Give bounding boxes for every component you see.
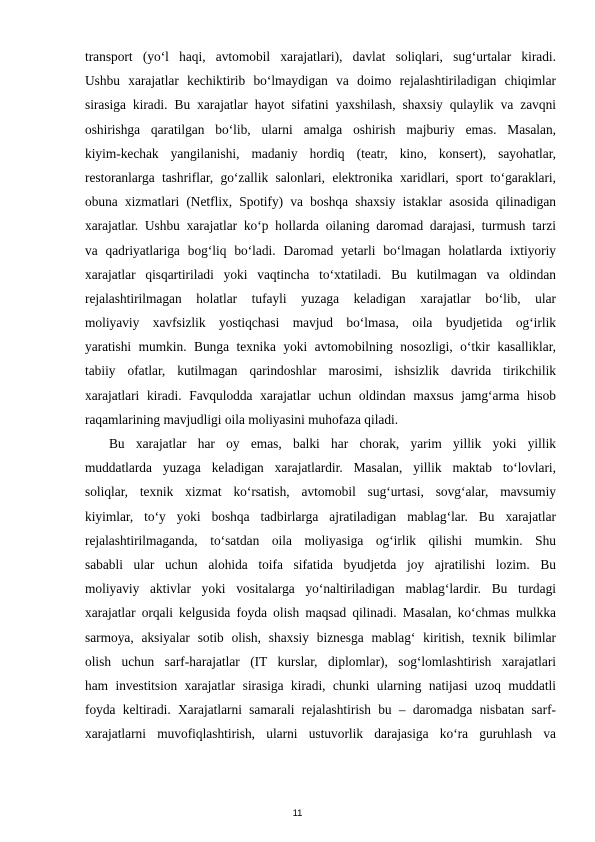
text-line: tabiiy ofatlar, kutilmagan qarindoshlar marosimi, ishsizlik davrida tirikchilik (85, 363, 556, 379)
text-line: ham investitsion xarajatlar sirasiga kiradi, chunki ularning natijasi uzoq muddatli (85, 677, 556, 693)
text-line: restoranlarga tashriflar, go‘zallik salonlari, elektronika xaridlari, sport to‘garaklari, (85, 169, 556, 185)
text-line: transport (yo‘l haqi, avtomobil xarajatlari), davlat soliqlari, sug‘urtalar kiradi. (85, 49, 556, 64)
text-line: kiyimlar, to‘y yoki boshqa tadbirlarga ajratiladigan mablag‘lar. Bu xarajatlar (85, 508, 556, 524)
text-line: moliyaviy xavfsizlik yostiqchasi mavjud bo‘lmasa, oila byudjetida og‘irlik (85, 315, 556, 331)
text-line: xarajatlari kiradi. Favqulodda xarajatlar uchun oldindan maxsus jamg‘arma hisob (85, 387, 556, 403)
text-line: sababli ular uchun alohida toifa sifatida byudjetda joy ajratilishi lozim. Bu (85, 556, 556, 572)
text-line: Ushbu xarajatlar kechiktirib bo‘lmaydigan va doimo rejalashtiriladigan chiqimlar (85, 73, 556, 89)
paragraph-2 (85, 432, 556, 746)
text-line: xarajatlarni muvofiqlashtirish, ularni ustuvorlik darajasiga ko‘ra guruhlash va (85, 726, 556, 742)
text-line: xarajatlar. Ushbu xarajatlar ko‘p hollarda oilaning daromad darajasi, turmush tarzi (85, 218, 556, 234)
page-number: 11 (292, 808, 303, 819)
text-line: raqamlarining mavjudligi oila moliyasini muhofaza qiladi. (85, 411, 399, 427)
text-line: moliyaviy aktivlar yoki vositalarga yo‘naltiriladigan mablag‘lardir. Bu turdagi (85, 581, 556, 597)
text-line: obuna xizmatlari (Netflix, Spotify) va boshqa shaxsiy istaklar asosida qilinadigan (85, 194, 556, 210)
text-line: xarajatlar qisqartiriladi yoki vaqtincha to‘xtatiladi. Bu kutilmagan va oldindan (85, 266, 556, 282)
text-line: Bu xarajatlar har oy emas, balki har chorak, yarim yillik yoki yillik (109, 436, 556, 451)
text-line: muddatlarda yuzaga keladigan xarajatlardir. Masalan, yillik maktab to‘lovlari, (85, 460, 556, 476)
text-line: soliqlar, texnik xizmat ko‘rsatish, avtomobil sug‘urtasi, sovg‘alar, mavsumiy (85, 484, 556, 500)
text-line: foyda keltiradi. Xarajatlarni samarali rejalashtirish bu – daromadga nisbatan sarf- (85, 702, 556, 718)
text-line: sarmoya, aksiyalar sotib olish, shaxsiy biznesga mablag‘ kiritish, texnik bilimlar (85, 629, 556, 645)
text-line: sirasiga kiradi. Bu xarajatlar hayot sifatini yaxshilash, shaxsiy qulaylik va zavqni (85, 97, 556, 113)
body-text (85, 45, 556, 746)
text-line: kiyim-kechak yangilanishi, madaniy hordiq (teatr, kino, konsert), sayohatlar, (85, 145, 556, 161)
paragraph-1 (85, 45, 556, 432)
text-line: xarajatlar orqali kelgusida foyda olish maqsad qilinadi. Masalan, ko‘chmas mulkka (85, 605, 556, 621)
text-line: va qadriyatlariga bog‘liq bo‘ladi. Daromad yetarli bo‘lmagan holatlarda ixtiyoriy (85, 242, 556, 258)
text-line: oshirishga qaratilgan bo‘lib, ularni amalga oshirish majburiy emas. Masalan, (85, 121, 556, 137)
text-line: yaratishi mumkin. Bunga texnika yoki avtomobilning nosozligi, o‘tkir kasalliklar, (85, 339, 556, 355)
text-line: rejalashtirilmaganda, to‘satdan oila moliyasiga og‘irlik qilishi mumkin. Shu (85, 532, 556, 548)
text-line: rejalashtirilmagan holatlar tufayli yuzaga keladigan xarajatlar bo‘lib, ular (85, 290, 556, 306)
text-line: olish uchun sarf-harajatlar (IT kurslar, diplomlar), sog‘lomlashtirish xarajatlari (85, 653, 556, 669)
